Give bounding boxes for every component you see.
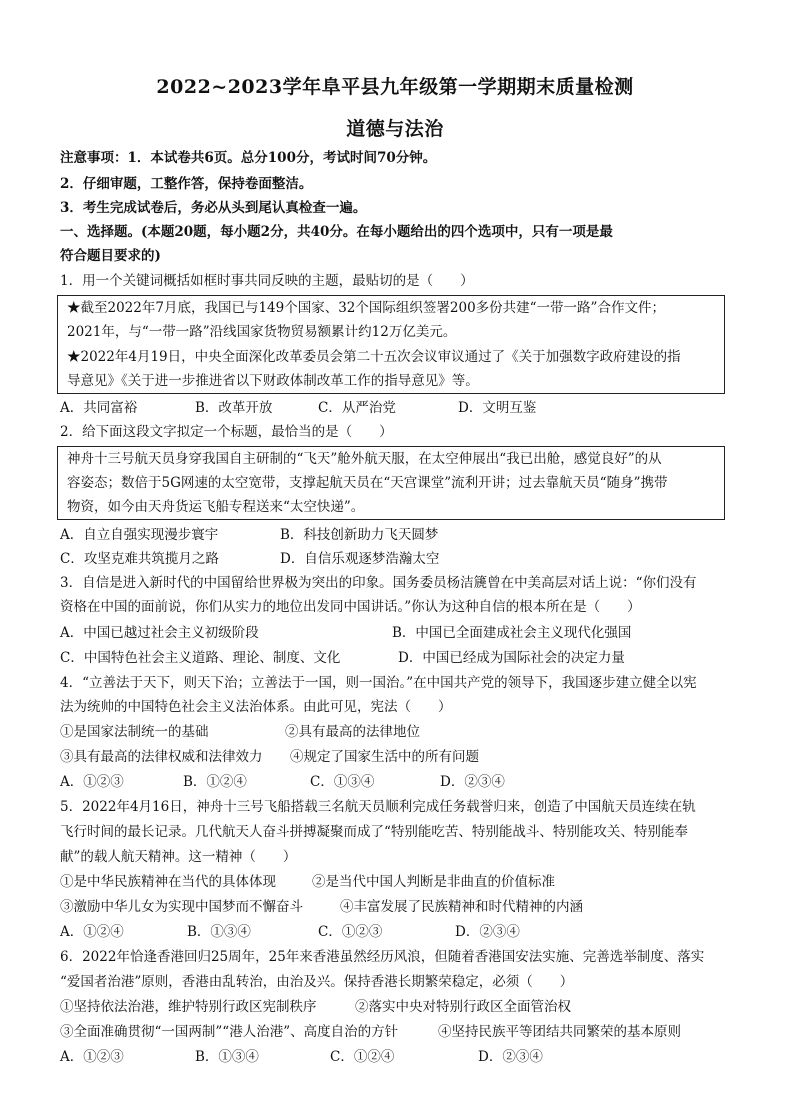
q6-stem-line-2: “爱国者治港”原则，香港由乱转治，由治及兴。保持香港长期繁荣稳定，必须（ ） — [60, 974, 574, 990]
q5-option-c: C．①②③ — [318, 924, 383, 940]
q5-option-a: A．①②④ — [60, 924, 124, 940]
q5-option-b: B．①③④ — [187, 924, 251, 940]
subject-title: 道德与法治 — [346, 118, 444, 140]
q1-stem: 1．用一个关键词概括如框时事共同反映的主题，最贴切的是（ ） — [60, 273, 474, 289]
q4-item-1: ①是国家法制统一的基础 — [60, 724, 209, 740]
q1-option-c: C．从严治党 — [318, 400, 396, 416]
q6-option-d: D．②③④ — [478, 1049, 543, 1065]
q1-material-line: 导意见》《关于进一步推进省以下财政体制改革工作的指导意见》等。 — [67, 373, 479, 389]
q5-stem-line-1: 5．2022年4月16日，神舟十三号飞船搭载三名航天员顺利完成任务载誉归来，创造了中国航天员连续在轨 — [60, 799, 696, 815]
note-2: 2．仔细审题，工整作答，保持卷面整洁。 — [60, 176, 313, 192]
q3-option-b: B．中国已全面建成社会主义现代化强国 — [392, 625, 632, 641]
q1-material-line: ★2022年4月19日，中央全面深化改革委员会第二十五次会议审议通过了《关于加强数字政府建设的指 — [67, 349, 681, 365]
q2-option-c: C．攻坚克难共筑揽月之路 — [60, 551, 219, 567]
q4-item-2: ②具有最高的法律地位 — [285, 724, 420, 740]
q3-option-d: D．中国已经成为国际社会的决定力量 — [398, 650, 625, 666]
exam-title: 2022~2023学年阜平县九年级第一学期期末质量检测 — [156, 76, 634, 98]
q1-material-line: 2021年，与“一带一路”沿线国家货物贸易额累计约12万亿美元。 — [67, 324, 457, 340]
q6-item-4: ④坚持民族平等团结共同繁荣的基本原则 — [438, 1024, 681, 1040]
q2-material-line: 物资，如今由天舟货运飞船专程送来“太空快递”。 — [67, 499, 365, 515]
q2-option-d: D．自信乐观逐梦浩瀚太空 — [280, 551, 440, 567]
q2-material-line: 神舟十三号航天员身穿我国自主研制的“飞天”舱外航天服，在太空伸展出“我已出舱，感觉良好”的从 — [67, 451, 662, 467]
q5-stem-line-3: 献”的载人航天精神。这一精神（ ） — [60, 849, 297, 865]
q4-option-b: B．①②④ — [183, 774, 247, 790]
q4-item-4: ④规定了国家生活中的所有问题 — [290, 749, 479, 765]
q5-item-3: ③激励中华儿女为实现中国梦而不懈奋斗 — [60, 899, 303, 915]
q5-item-1: ①是中华民族精神在当代的具体体现 — [60, 874, 276, 890]
q4-item-3: ③具有最高的法律权威和法律效力 — [60, 749, 263, 765]
q4-stem-line-2: 法为统帅的中国特色社会主义法治体系。由此可见，宪法（ ） — [60, 699, 452, 715]
q1-option-d: D．文明互鉴 — [458, 400, 537, 416]
q5-stem-line-2: 飞行时间的最长记录。几代航天人奋斗拼搏凝聚而成了“特别能吃苦、特别能战斗、特别能攻关、特别能奉 — [60, 824, 688, 840]
q3-option-c: C．中国特色社会主义道路、理论、制度、文化 — [60, 650, 341, 666]
q4-option-a: A．①②③ — [60, 774, 124, 790]
q2-material-box — [57, 446, 725, 520]
q5-item-2: ②是当代中国人判断是非曲直的价值标准 — [312, 874, 555, 890]
q1-material-box — [57, 295, 725, 394]
note-3: 3．考生完成试卷后，务必从头到尾认真检查一遍。 — [60, 200, 367, 216]
q3-option-a: A．中国已越过社会主义初级阶段 — [60, 625, 259, 641]
note-1: 注意事项：1．本试卷共6页。总分100分，考试时间70分钟。 — [60, 150, 437, 166]
q6-option-c: C．①②④ — [330, 1049, 395, 1065]
section-heading-line-1: 一、选择题。(本题20题，每小题2分，共40分。在每小题给出的四个选项中，只有一项是最 — [60, 224, 613, 240]
q6-option-b: B．①③④ — [195, 1049, 259, 1065]
q3-stem-line-1: 3．自信是进入新时代的中国留给世界极为突出的印象。国务委员杨洁篪曾在中美高层对话上说：“你们没有 — [60, 575, 697, 591]
q2-option-b: B．科技创新助力飞天圆梦 — [280, 527, 439, 543]
q5-option-d: D．②③④ — [455, 924, 520, 940]
q6-item-3: ③全面准确贯彻“一国两制”“港人治港”、高度自治的方针 — [60, 1024, 399, 1040]
q4-option-d: D．②③④ — [440, 774, 505, 790]
section-heading-line-2: 符合题目要求的) — [60, 248, 161, 264]
q1-option-a: A．共同富裕 — [60, 400, 138, 416]
q6-item-1: ①坚持依法治港，维护特别行政区宪制秩序 — [60, 999, 317, 1015]
q1-option-b: B．改革开放 — [195, 400, 273, 416]
q3-stem-line-2: 资格在中国的面前说，你们从实力的地位出发同中国讲话。”你认为这种自信的根本所在是（ ） — [60, 599, 641, 615]
q1-material-line: ★截至2022年7月底，我国已与149个国家、32个国际组织签署200多份共建“一带一路”合作文件； — [67, 300, 665, 316]
q2-stem: 2．给下面这段文字拟定一个标题，最恰当的是（ ） — [60, 424, 393, 440]
q4-option-c: C．①③④ — [310, 774, 375, 790]
q2-material-line: 容姿态；数倍于5G网速的太空宽带，支撑起航天员在“天宫课堂”流利开讲；过去靠航天员“随身”携带 — [67, 475, 668, 491]
q6-option-a: A．①②③ — [60, 1049, 124, 1065]
q2-option-a: A．自立自强实现漫步寰宇 — [60, 527, 219, 543]
q4-stem-line-1: 4．“立善法于天下，则天下治；立善法于一国，则一国治。”在中国共产党的领导下，我国逐步建立健全以宪 — [60, 675, 697, 691]
q5-item-4: ④丰富发展了民族精神和时代精神的内涵 — [340, 899, 583, 915]
q6-item-2: ②落实中央对特别行政区全面管治权 — [355, 999, 571, 1015]
q6-stem-line-1: 6．2022年恰逢香港回归25周年，25年来香港虽然经历风浪，但随着香港国安法实施、完善选举制度、落实 — [60, 949, 705, 965]
